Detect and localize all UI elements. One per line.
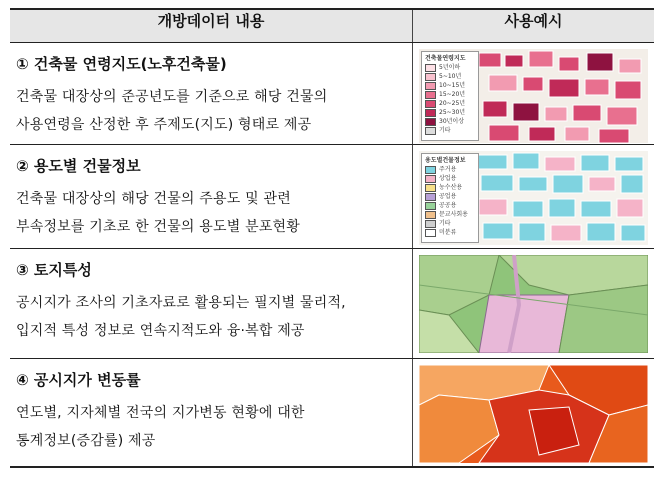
legend-swatch xyxy=(425,118,436,126)
legend-item xyxy=(425,99,475,108)
legend-item xyxy=(425,81,475,90)
row-desc-line: 건축물 대장상의 해당 건물의 주용도 및 관련 xyxy=(16,191,291,207)
legend-item xyxy=(425,63,475,72)
legend-item xyxy=(425,210,475,219)
row-land-characteristics xyxy=(10,249,413,359)
row-desc-line: 사용연령을 산정한 후 주제도(지도) 형태로 제공 xyxy=(16,117,312,133)
legend-label: 기타 xyxy=(439,220,451,227)
legend-item xyxy=(425,117,475,126)
legend-label: 20~25년 xyxy=(439,100,466,107)
legend-swatch xyxy=(425,229,436,237)
legend-label: 주거용 xyxy=(439,166,457,173)
row-title: ② 용도별 건물정보 xyxy=(16,157,141,175)
building-use-map-image xyxy=(419,151,648,245)
legend-swatch xyxy=(425,127,436,135)
legend-label: 10~15년 xyxy=(439,82,466,89)
header-example: 사용예시 xyxy=(413,9,655,43)
open-data-table xyxy=(10,8,654,468)
legend-label: 기타 xyxy=(439,127,451,134)
legend-label: 25~30년 xyxy=(439,109,466,116)
legend-item xyxy=(425,201,475,210)
row-desc-line: 입지적 특성 정보로 연속지적도와 융·복합 제공 xyxy=(16,323,305,339)
row-land-price-change xyxy=(10,359,413,467)
legend-swatch xyxy=(425,73,436,81)
row-desc-line: 통계정보(증감률) 제공 xyxy=(16,433,156,449)
legend-swatch xyxy=(425,109,436,117)
legend-label: 미분류 xyxy=(439,229,457,236)
row-desc-line: 부속정보를 기초로 한 건물의 용도별 분포현황 xyxy=(16,219,301,235)
building-age-map-image xyxy=(419,49,648,143)
legend-swatch xyxy=(425,64,436,72)
legend-swatch xyxy=(425,175,436,183)
legend-swatch xyxy=(425,100,436,108)
legend-item xyxy=(425,219,475,228)
legend-item xyxy=(425,108,475,117)
header-content: 개방데이터 내용 xyxy=(10,9,413,43)
legend-title: 용도별건물정보 xyxy=(425,157,466,164)
legend-label: 5~10년 xyxy=(439,73,462,80)
legend-label: 15~20년 xyxy=(439,91,466,98)
legend-title: 건축물연령지도 xyxy=(425,55,466,62)
legend-label: 상업용 xyxy=(439,175,457,182)
land-characteristics-map-image xyxy=(419,255,648,353)
legend-item xyxy=(425,192,475,201)
row-desc-line: 건축물 대장상의 준공년도를 기준으로 해당 건물의 xyxy=(16,89,328,105)
legend-label: 농수산용 xyxy=(439,184,463,191)
legend-item xyxy=(425,228,475,237)
legend-swatch xyxy=(425,166,436,174)
legend-label: 공공용 xyxy=(439,202,457,209)
land-price-change-map-image xyxy=(419,365,648,463)
row-desc-line: 연도별, 지자체별 전국의 지가변동 현황에 대한 xyxy=(16,405,305,421)
legend-label: 문교사회용 xyxy=(439,211,468,218)
row-building-use xyxy=(10,145,413,249)
legend-item xyxy=(425,126,475,135)
legend-swatch xyxy=(425,220,436,228)
legend-label: 공업용 xyxy=(439,193,457,200)
legend-swatch xyxy=(425,91,436,99)
legend-item xyxy=(425,72,475,81)
legend-item xyxy=(425,174,475,183)
legend-swatch xyxy=(425,202,436,210)
row-title: ① 건축물 연령지도(노후건축물) xyxy=(16,55,227,73)
legend-swatch xyxy=(425,211,436,219)
legend-item xyxy=(425,183,475,192)
legend-swatch xyxy=(425,82,436,90)
row-title: ③ 토지특성 xyxy=(16,261,92,279)
legend-item xyxy=(425,165,475,174)
legend-label: 5년이하 xyxy=(439,64,461,71)
legend-item xyxy=(425,90,475,99)
legend-swatch xyxy=(425,193,436,201)
row-building-age xyxy=(10,43,413,145)
legend-swatch xyxy=(425,184,436,192)
legend-label: 30년이상 xyxy=(439,118,465,125)
row-desc-line: 공시지가 조사의 기초자료로 활용되는 필지별 물리적, xyxy=(16,295,346,311)
row-title: ④ 공시지가 변동률 xyxy=(16,371,141,389)
